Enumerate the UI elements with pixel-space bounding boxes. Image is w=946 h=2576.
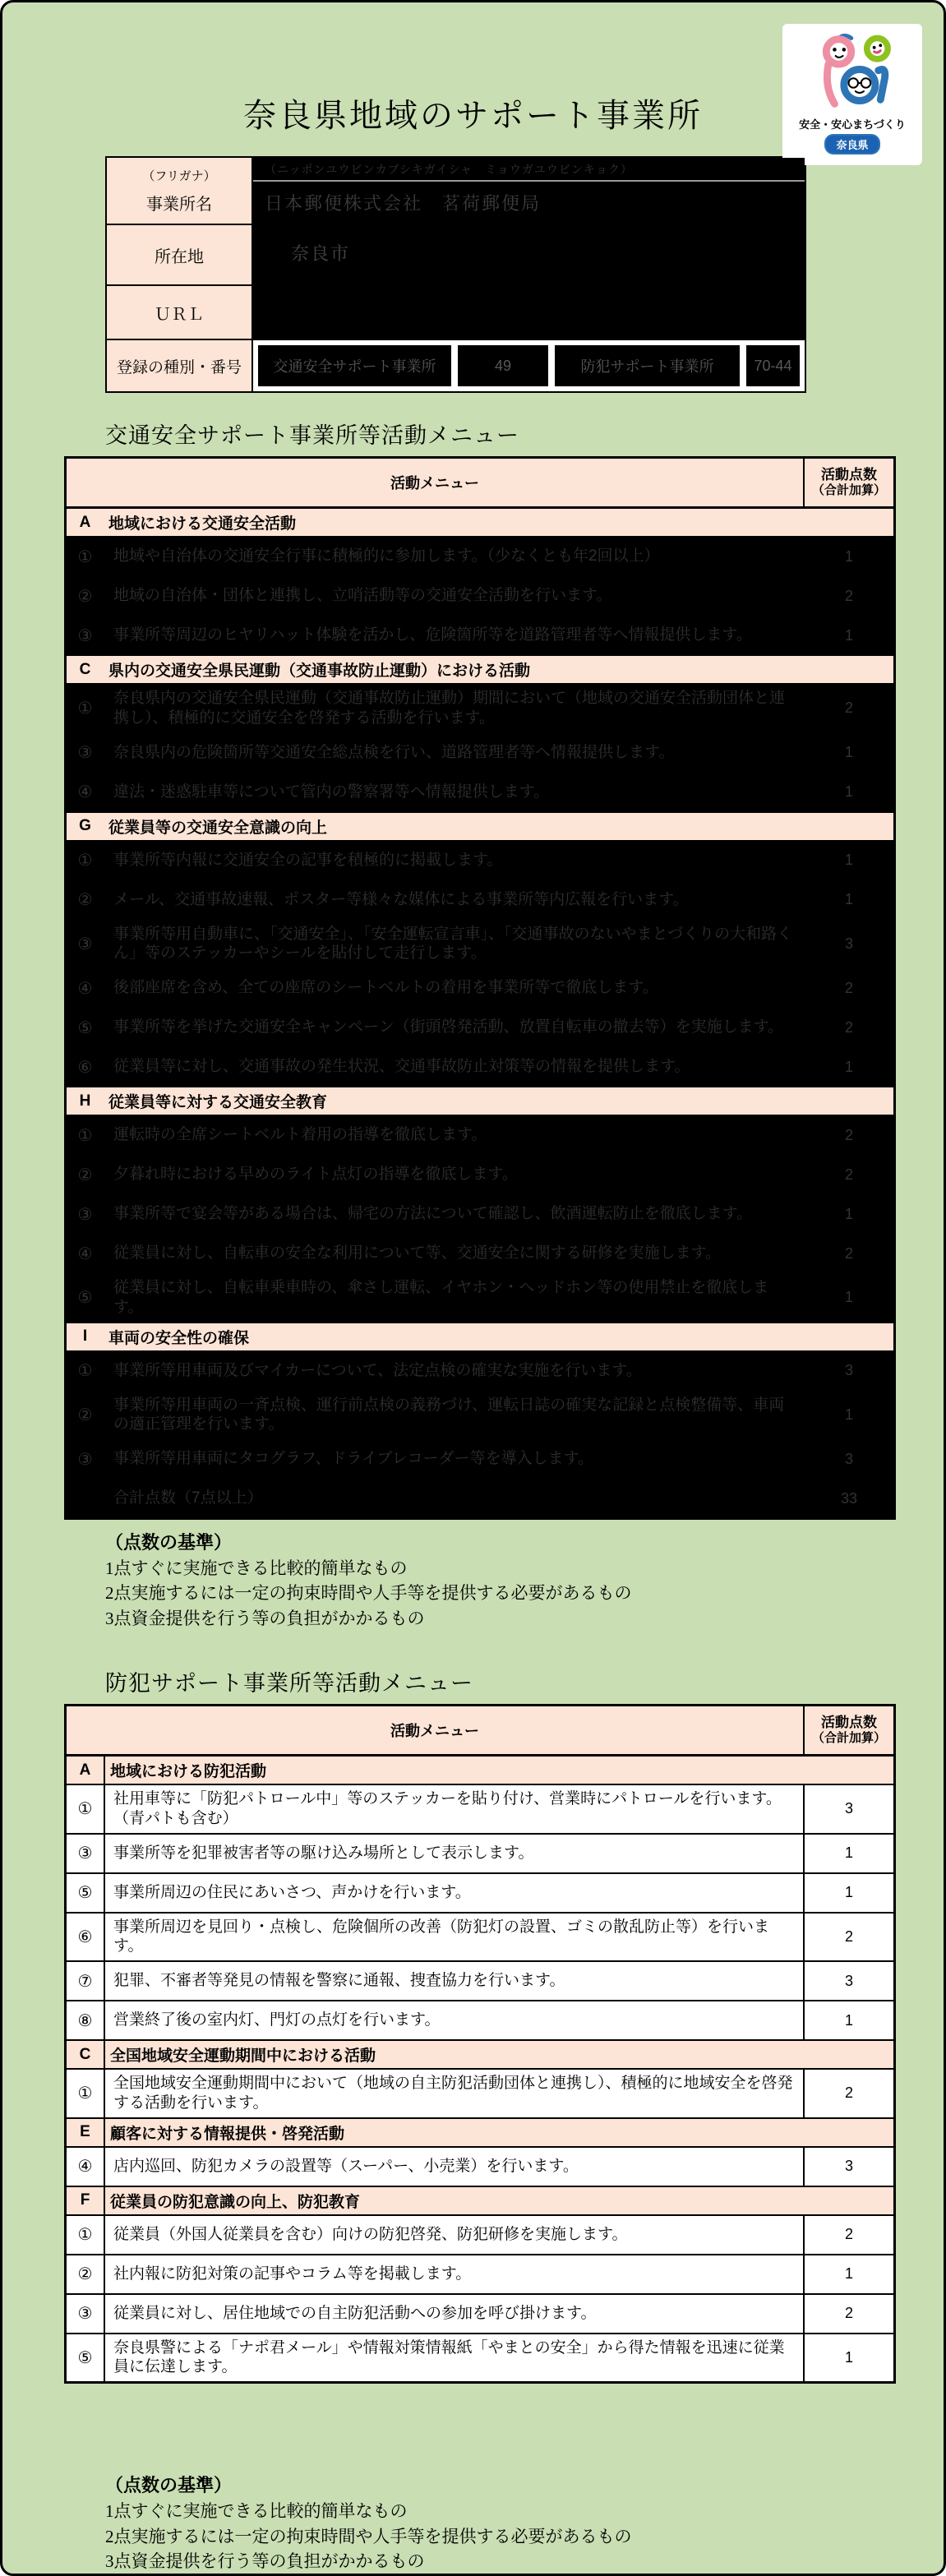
item-text: 営業終了後の室内灯、門灯の点灯を行います。 <box>104 2001 803 2039</box>
logo-caption: 安全・安心まちづくり <box>799 118 906 131</box>
table-header-row <box>67 1706 893 1755</box>
item-text: 地域や自治体の交通安全行事に積極的に参加します。（少なくとも年2回以上） <box>104 538 803 575</box>
item-number: ⑤ <box>77 1884 93 1903</box>
item-text: 合計点数（7点以上） <box>104 1480 803 1517</box>
item-points: 2 <box>803 969 893 1007</box>
item-text: 奈良県内の危険箇所等交通安全総点検を行い、道路管理者等へ情報提供します。 <box>104 734 803 772</box>
section-letter: G <box>79 817 91 834</box>
menu-column-header: 活動メニュー <box>390 1723 479 1740</box>
item-points: 2 <box>803 1914 893 1961</box>
item-points: 2 <box>803 2216 893 2254</box>
menu-section-row <box>67 1755 893 1784</box>
item-number: ⑤ <box>77 1018 93 1037</box>
section-letter: H <box>79 1092 91 1110</box>
points-column-header <box>803 1706 893 1754</box>
menu-section-row <box>67 2186 893 2214</box>
item-text: 事業所等用自動車に、「交通安全」、「安全運転宣言車」、「交通事故のないやまとづくりの大和路くん」等のステッカーやシールを貼付して走行します。 <box>104 921 803 968</box>
section-letter: A <box>79 513 91 531</box>
item-text: 従業員（外国人従業員を含む）向けの防犯啓発、防犯研修を実施します。 <box>104 2216 803 2254</box>
item-points: 2 <box>803 1156 893 1193</box>
item-number: ③ <box>77 626 93 645</box>
menu-item-row <box>67 732 893 772</box>
address-label-cell: 所在地 <box>107 225 253 284</box>
item-text: 後部座席を含め、全ての座席のシートベルトの着用を事業所等で徹底します。 <box>104 969 803 1007</box>
item-text: 従業員等に対し、交通事故の発生状況、交通事故防止対策等の情報を提供します。 <box>104 1048 803 1086</box>
item-text: 違法・迷惑駐車等について管内の警察署等へ情報提供します。 <box>104 773 803 811</box>
menu-item-row <box>67 1193 893 1233</box>
item-number: ② <box>77 2265 93 2284</box>
menu-item-row <box>67 2293 893 2333</box>
score-note-line: 2点実施するには一定の拘束時間や人手等を提供する必要があるもの <box>105 2526 632 2546</box>
item-points: 3 <box>803 1962 893 2000</box>
item-number: ⑥ <box>77 1927 93 1946</box>
section-letter: F <box>80 2191 90 2209</box>
item-points: 1 <box>803 734 893 772</box>
section-title: 県内の交通安全県民運動（交通事故防止運動）における活動 <box>108 662 531 680</box>
item-text: メール、交通事故速報、ポスター等様々な媒体による事業所等内広報を行います。 <box>104 881 803 919</box>
registration-label-cell: 登録の種別・番号 <box>107 340 253 391</box>
item-text: 社用車等に「防犯パトロール中」等のステッカーを貼り付け、営業時にパトロールを行います。（青パトも含む） <box>104 1785 803 1833</box>
item-text: 犯罪、不審者等発見の情報を警察に通報、捜査協力を行います。 <box>104 1962 803 2000</box>
menu-item-row <box>67 772 893 811</box>
item-number: ② <box>77 891 93 909</box>
section-letter: E <box>80 2123 90 2141</box>
item-text: 従業員に対し、自転車の安全な利用について等、交通安全に関する研修を実施します。 <box>104 1235 803 1272</box>
score-note-line: 1点すぐに実施できる比較的簡単なもの <box>105 2501 408 2522</box>
section-title: 全国地域安全運動期間中における活動 <box>104 2041 893 2068</box>
menu-item-row <box>67 683 893 732</box>
furigana-label: （フリガナ） <box>142 169 216 183</box>
item-text: 従業員に対し、居住地域での自主防犯活動への参加を呼び掛けます。 <box>104 2295 803 2333</box>
item-points: 1 <box>803 881 893 919</box>
registration-cells <box>253 340 805 391</box>
menu-item-row <box>67 2000 893 2039</box>
registration-cell: 70-44 <box>746 345 800 386</box>
menu-item-row <box>67 919 893 968</box>
menu-section-row <box>67 654 893 683</box>
menu-item-row <box>67 2333 893 2382</box>
item-points: 1 <box>803 1835 893 1872</box>
item-number: ① <box>77 547 93 566</box>
menu-item-row <box>67 1350 893 1390</box>
spacer <box>2 2384 944 2463</box>
item-text: 従業員に対し、自転車乗車時の、傘さし運転、イヤホン・ヘッドホン等の使用禁止を徹底します。 <box>104 1274 803 1322</box>
furigana-value: （ニッポンユウビンカブシキガイシャ ミョウガユウビンキョク） <box>253 158 805 182</box>
score-note-block-1 <box>105 1530 944 1631</box>
score-note-line: 3点資金提供を行う等の負担がかかるもの <box>105 2551 425 2571</box>
item-points: 3 <box>803 1352 893 1390</box>
item-points: 3 <box>803 921 893 968</box>
item-text: 事業所周辺の住民にあいさつ、声かけを行います。 <box>104 1874 803 1912</box>
section-title: 地域における交通安全活動 <box>108 515 297 533</box>
item-text: 地域の自治体・団体と連携し、立哨活動等の交通安全活動を行います。 <box>104 577 803 615</box>
form-row-registration <box>107 339 805 391</box>
item-number: ⑤ <box>77 2348 93 2367</box>
menu-item-row <box>67 2146 893 2186</box>
menu-item-row <box>67 536 893 575</box>
menu-item-row <box>67 2214 893 2254</box>
item-number: ① <box>77 1362 93 1380</box>
name-label: 事業所名 <box>146 196 212 214</box>
score-note-block-2 <box>105 2472 944 2574</box>
menu-item-row <box>67 967 893 1007</box>
item-text: 社内報に防犯対策の記事やコラム等を掲載します。 <box>104 2255 803 2293</box>
item-number: ① <box>77 2226 93 2245</box>
name-label-cell <box>107 158 253 224</box>
item-text: 運転時の全席シートベルト着用の指導を徹底します。 <box>104 1116 803 1154</box>
menu-section-row <box>67 1086 893 1115</box>
section-letter: A <box>79 1761 91 1779</box>
crime-prevention-menu-table <box>64 1704 896 2384</box>
item-text: 事業所等用車両の一斉点検、運行前点検の義務づけ、運転日誌の確実な記録と点検整備等、車両の適正管理を行います。 <box>104 1392 803 1439</box>
item-points: 3 <box>803 1785 893 1833</box>
item-points: 1 <box>803 773 893 811</box>
item-points: 2 <box>803 2295 893 2333</box>
item-points: 2 <box>803 1116 893 1154</box>
item-text: 奈良県警による「ナポ君メール」や情報対策情報紙「やまとの安全」から得た情報を迅速に従業員に伝達します。 <box>104 2334 803 2382</box>
item-number: ① <box>77 1126 93 1145</box>
item-text: 事業所等内報に交通安全の記事を積極的に掲載します。 <box>104 842 803 879</box>
section-letter: C <box>79 2045 91 2063</box>
item-points: 1 <box>803 538 893 575</box>
item-number: ④ <box>77 979 93 998</box>
item-text: 事業所等で宴会等がある場合は、帰宅の方法について確認し、飲酒運転防止を徹底します。 <box>104 1195 803 1233</box>
mascot-characters-icon <box>800 29 905 114</box>
score-note-line: 2点実施するには一定の拘束時間や人手等を提供する必要があるもの <box>105 1583 632 1604</box>
crime-prevention-table-title: 防犯サポート事業所等活動メニュー <box>105 1671 473 1697</box>
menu-item-row <box>67 1154 893 1193</box>
item-number: ③ <box>77 2305 93 2324</box>
score-note-heading: （点数の基準） <box>105 1532 233 1553</box>
item-number: ① <box>77 2084 93 2103</box>
section-title: 地域における防犯活動 <box>104 1757 893 1784</box>
form-row-name <box>107 158 805 224</box>
form-row-address <box>107 224 805 284</box>
item-number: ③ <box>77 1450 93 1469</box>
item-number: ③ <box>77 744 93 762</box>
item-points: 1 <box>803 1274 893 1322</box>
item-number: ⑥ <box>77 1058 93 1077</box>
item-number: ④ <box>77 783 93 801</box>
item-points: 1 <box>803 616 893 654</box>
score-note-heading: （点数の基準） <box>105 2475 233 2496</box>
item-text: 事業所周辺を見回り・点検し、危険個所の改善（防犯灯の設置、ゴミの散乱防止等）を行います。 <box>104 1914 803 1961</box>
url-label-cell: ＵＲＬ <box>107 286 253 339</box>
item-points: 1 <box>803 1392 893 1439</box>
section-letter: I <box>82 1327 88 1345</box>
item-number: ③ <box>77 935 93 953</box>
points-header-line1: 活動点数 <box>821 1715 877 1731</box>
item-points: 1 <box>803 1874 893 1912</box>
menu-item-row <box>67 879 893 919</box>
item-number: ⑦ <box>77 1972 93 1991</box>
section-title: 車両の安全性の確保 <box>108 1329 250 1347</box>
menu-section-row <box>67 1322 893 1350</box>
item-points: 1 <box>803 2001 893 2039</box>
item-points: 33 <box>803 1480 893 1517</box>
item-points: 2 <box>803 577 893 615</box>
menu-section-row <box>67 2117 893 2146</box>
item-number <box>67 1480 104 1517</box>
menu-item-row <box>67 1912 893 1961</box>
table-header-row <box>67 459 893 507</box>
item-text: 事業所等用車両及びマイカーについて、法定点検の確実な実施を行います。 <box>104 1352 803 1390</box>
score-note-lines <box>105 1556 944 1631</box>
item-points: 3 <box>803 2148 893 2186</box>
registration-cell: 交通安全サポート事業所 <box>258 345 451 386</box>
menu-item-row <box>67 2254 893 2293</box>
business-profile-form <box>105 156 806 393</box>
menu-item-row <box>67 1233 893 1272</box>
menu-item-row <box>67 1007 893 1046</box>
item-points: 1 <box>803 2334 893 2382</box>
section-title: 従業員の防犯意識の向上、防犯教育 <box>104 2187 893 2214</box>
item-text: 事業所等用車両にタコグラフ、ドライブレコーダー等を導入します。 <box>104 1440 803 1478</box>
item-number: ③ <box>77 1844 93 1863</box>
registration-cell: 防犯サポート事業所 <box>555 345 740 386</box>
traffic-safety-menu-table <box>64 456 896 1520</box>
menu-item-row <box>67 1272 893 1322</box>
page-title: 奈良県地域のサポート事業所 <box>243 98 703 134</box>
item-points: 1 <box>803 842 893 879</box>
points-header-line1: 活動点数 <box>821 467 877 482</box>
section-title: 従業員等の交通安全意識の向上 <box>108 819 328 837</box>
menu-item-row <box>67 1438 893 1478</box>
item-points: 2 <box>803 685 893 732</box>
item-number: ⑧ <box>77 2011 93 2030</box>
section-title: 従業員等に対する交通安全教育 <box>108 1094 328 1111</box>
item-text: 事業所等を犯罪被害者等の駆け込み場所として表示します。 <box>104 1835 803 1872</box>
item-text: 事業所等を挙げた交通安全キャンペーン（街頭啓発活動、放置自転車の撤去等）を実施します。 <box>104 1009 803 1046</box>
name-value-redacted <box>253 158 805 224</box>
item-number: ① <box>77 699 93 718</box>
name-value: 日本郵便株式会社 茗荷郵便局 <box>265 193 542 214</box>
item-points: 1 <box>803 2255 893 2293</box>
menu-section-row <box>67 2039 893 2068</box>
item-text: 店内巡回、防犯カメラの設置等（スーパー、小売業）を行います。 <box>104 2148 803 2186</box>
menu-section-row <box>67 507 893 536</box>
traffic-safety-table-title: 交通安全サポート事業所等活動メニュー <box>105 423 519 448</box>
registration-cell: 49 <box>458 345 548 386</box>
item-number: ① <box>77 852 93 870</box>
item-points: 3 <box>803 1440 893 1478</box>
menu-section-row <box>67 811 893 840</box>
form-row-url <box>107 284 805 339</box>
section-title: 顧客に対する情報提供・啓発活動 <box>104 2119 893 2146</box>
points-header-line2: （合計加算） <box>811 483 886 498</box>
logo-pref-badge: 奈良県 <box>824 134 879 155</box>
item-text: 夕暮れ時における早めのライト点灯の指導を徹底します。 <box>104 1156 803 1193</box>
section-letter: C <box>79 660 91 678</box>
menu-item-row <box>67 1784 893 1833</box>
menu-total-row <box>67 1478 893 1517</box>
menu-item-row <box>67 1115 893 1154</box>
item-number: ③ <box>77 1205 93 1224</box>
item-number: ① <box>77 1800 93 1819</box>
address-value-redacted <box>253 225 805 284</box>
score-note-line: 3点資金提供を行う等の負担がかかるもの <box>105 1608 425 1628</box>
menu-item-row <box>67 1833 893 1872</box>
item-number: ⑤ <box>77 1289 93 1308</box>
item-points: 2 <box>803 2070 893 2117</box>
menu-item-row <box>67 575 893 615</box>
item-text: 全国地域安全運動期間中において（地域の自主防犯活動団体と連携し）、積極的に地域安全を啓発する活動を行います。 <box>104 2070 803 2117</box>
menu-item-row <box>67 2068 893 2117</box>
item-points: 2 <box>803 1009 893 1046</box>
points-header-line2: （合計加算） <box>811 1731 886 1746</box>
item-points: 1 <box>803 1195 893 1233</box>
points-column-header <box>803 459 893 506</box>
score-note-lines <box>105 2499 944 2574</box>
item-number: ② <box>77 1166 93 1184</box>
item-number: ② <box>77 1406 93 1424</box>
menu-item-row <box>67 1960 893 2000</box>
item-text: 奈良県内の交通安全県民運動（交通事故防止運動）期間において（地域の交通安全活動団体と連携し）、積極的に交通安全を啓発する活動を行います。 <box>104 685 803 732</box>
menu-item-row <box>67 1390 893 1439</box>
menu-item-row <box>67 840 893 879</box>
menu-item-row <box>67 615 893 654</box>
item-points: 1 <box>803 1048 893 1086</box>
menu-item-row <box>67 1046 893 1086</box>
safety-town-logo <box>782 24 922 165</box>
item-points: 2 <box>803 1235 893 1272</box>
score-note-line: 1点すぐに実施できる比較的簡単なもの <box>105 1558 408 1578</box>
address-value: 奈良市 <box>291 243 351 264</box>
item-number: ④ <box>77 2158 93 2177</box>
menu-item-row <box>67 1872 893 1912</box>
item-number: ② <box>77 587 93 606</box>
item-number: ④ <box>77 1244 93 1263</box>
url-value-redacted <box>253 286 805 339</box>
menu-column-header: 活動メニュー <box>390 475 479 492</box>
item-text: 事業所等周辺のヒヤリハット体験を活かし、危険箇所等を道路管理者等へ情報提供します。 <box>104 616 803 654</box>
